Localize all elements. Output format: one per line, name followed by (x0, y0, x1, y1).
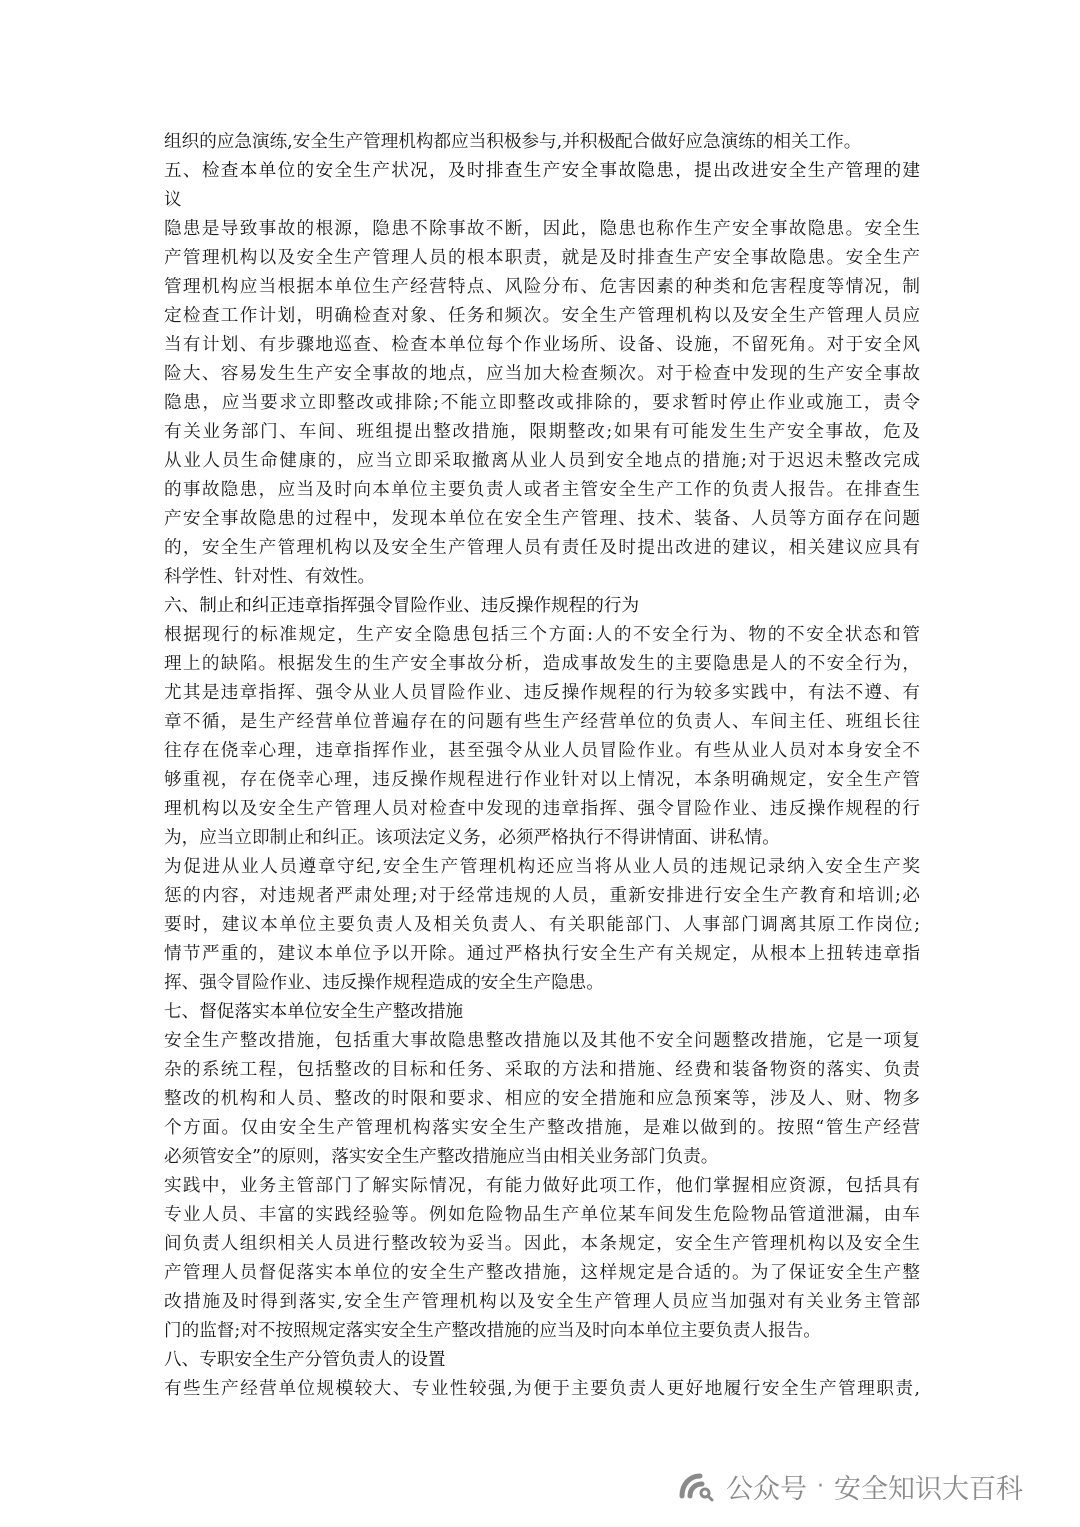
text-line: 理机构以及安全生产管理人员对检查中发现的违章指挥、强令冒险作业、违反操作规程的行 (164, 799, 920, 819)
text-line: 管理机构应当根据本单位生产经营特点、风险分布、危害因素的种类和危害程度等情况，制 (164, 277, 920, 297)
text-line: 杂的系统工程，包括整改的目标和任务、采取的方法和措施、经费和装备物资的落实、负责 (164, 1060, 920, 1080)
text-line: 从业人员生命健康的，应当立即采取撤离从业人员到安全地点的措施;对于迟迟未整改完成 (164, 451, 920, 471)
watermark-label: 公众号 (726, 1473, 807, 1505)
text-line: 产管理机构以及安全生产管理人员的根本职责，就是及时排查生产安全事故隐患。安全生产 (164, 248, 920, 268)
text-line: 为，应当立即制止和纠正。该项法定义务，必须严格执行不得讲情面、讲私情。 (164, 828, 780, 848)
text-line: 整改的机构和人员、整改的时限和要求、相应的安全措施和应急预案等，涉及人、财、物多 (164, 1089, 920, 1109)
text-line: 的事故隐患，应当及时向本单位主要负责人或者主管安全生产工作的负责人报告。在排查生 (164, 480, 920, 500)
text-line: 产安全事故隐患的过程中，发现本单位在安全生产管理、技术、装备、人员等方面存在问题 (164, 509, 920, 529)
section-heading-line: 七、督促落实本单位安全生产整改措施 (164, 1002, 464, 1022)
text-line: 实践中，业务主管部门了解实际情况，有能力做好此项工作，他们掌握相应资源，包括具有 (164, 1176, 920, 1196)
text-line: 够重视，存在侥幸心理，违反操作规程进行作业针对以上情况，本条明确规定，安全生产管 (164, 770, 920, 790)
text-line: 必须管安全”的原则，落实安全生产整改措施应当由相关业务部门负责。 (164, 1147, 719, 1167)
text-line: 惩的内容，对违规者严肃处理;对于经常违规的人员，重新安排进行安全生产教育和培训;必 (164, 886, 920, 906)
text-line: 理上的缺陷。根据发生的生产安全事故分析，造成事故发生的主要隐患是人的不安全行为， (164, 654, 920, 674)
text-line: 改措施及时得到落实,安全生产管理机构以及安全生产管理人员应当加强对有关业务主管部 (164, 1292, 920, 1312)
text-line: 隐患是导致事故的根源，隐患不除事故不断，因此，隐患也称作生产安全事故隐患。安全生 (164, 219, 920, 239)
watermark (676, 1462, 1023, 1510)
text-line: 隐患，应当要求立即整改或排除;不能立即整改或排除的，要求暂时停止作业或施工，责令 (164, 393, 920, 413)
text-line: 定检查工作计划，明确检查对象、任务和频次。安全生产管理机构以及安全生产管理人员应 (164, 306, 920, 326)
text-line: 险大、容易发生生产安全事故的地点，应当加大检查频次。对于检查中发现的生产安全事故 (164, 364, 920, 384)
text-line: 有些生产经营单位规模较大、专业性较强,为便于主要负责人更好地履行安全生产管理职责, (164, 1379, 920, 1399)
text-line: 间负责人组织相关人员进行整改较为妥当。因此，本条规定，安全生产管理机构以及安全生 (164, 1234, 920, 1254)
watermark-separator: · (817, 1473, 824, 1499)
text-line: 根据现行的标准规定，生产安全隐患包括三个方面:人的不安全行为、物的不安全状态和管 (164, 625, 920, 645)
text-line: 组织的应急演练,安全生产管理机构都应当积极参与,并积极配合做好应急演练的相关工作。 (164, 132, 862, 152)
text-line: 当有计划、有步骤地巡查、检查本单位每个作业场所、设备、设施，不留死角。对于安全风 (164, 335, 920, 355)
text-line: 门的监督;对不按照规定落实安全生产整改措施的应当及时向本单位主要负责人报告。 (164, 1321, 821, 1341)
section-heading-line: 五、检查本单位的安全生产状况，及时排查生产安全事故隐患，提出改进安全生产管理的建 (164, 161, 920, 181)
text-line: 有关业务部门、车间、班组提出整改措施，限期整改;如果有可能发生生产安全事故，危及 (164, 422, 920, 442)
text-line: 产管理人员督促落实本单位的安全生产整改措施，这样规定是合适的。为了保证安全生产整 (164, 1263, 920, 1283)
document-body (164, 128, 920, 1404)
text-line: 情节严重的，建议本单位予以开除。通过严格执行安全生产有关规定，从根本上扭转违章指 (164, 944, 920, 964)
text-line: 挥、强令冒险作业、违反操作规程造成的安全生产隐患。 (164, 973, 604, 993)
text-line: 为促进从业人员遵章守纪,安全生产管理机构还应当将从业人员的违规记录纳入安全生产奖 (164, 857, 920, 877)
text-line: 章不循，是生产经营单位普遍存在的问题有些生产经营单位的负责人、车间主任、班组长往 (164, 712, 920, 732)
section-heading-line: 六、制止和纠正违章指挥强令冒险作业、违反操作规程的行为 (164, 596, 640, 616)
text-line: 安全生产整改措施，包括重大事故隐患整改措施以及其他不安全问题整改措施，它是一项复 (164, 1031, 920, 1051)
text-line: 要时，建议本单位主要负责人及相关负责人、有关职能部门、人事部门调离其原工作岗位; (164, 915, 920, 935)
section-heading-line: 八、专职安全生产分管负责人的设置 (164, 1350, 446, 1370)
text-line: 个方面。仅由安全生产管理机构落实安全生产整改措施，是难以做到的。按照“管生产经营 (164, 1118, 920, 1138)
text-line: 的，安全生产管理机构以及安全生产管理人员有责任及时提出改进的建议，相关建议应具有 (164, 538, 920, 558)
text-line: 尤其是违章指挥、强令从业人员冒险作业、违反操作规程的行为较多实践中，有法不遵、有 (164, 683, 920, 703)
text-line: 科学性、针对性、有效性。 (164, 567, 376, 587)
watermark-account: 安全知识大百科 (834, 1473, 1023, 1505)
wechat-search-icon (676, 1470, 716, 1502)
text-line: 往存在侥幸心理，违章指挥作业，甚至强令从业人员冒险作业。有些从业人员对本身安全不 (164, 741, 920, 761)
section-heading-line: 议 (164, 190, 182, 210)
text-line: 专业人员、丰富的实践经验等。例如危险物品生产单位某车间发生危险物品管道泄漏，由车 (164, 1205, 920, 1225)
